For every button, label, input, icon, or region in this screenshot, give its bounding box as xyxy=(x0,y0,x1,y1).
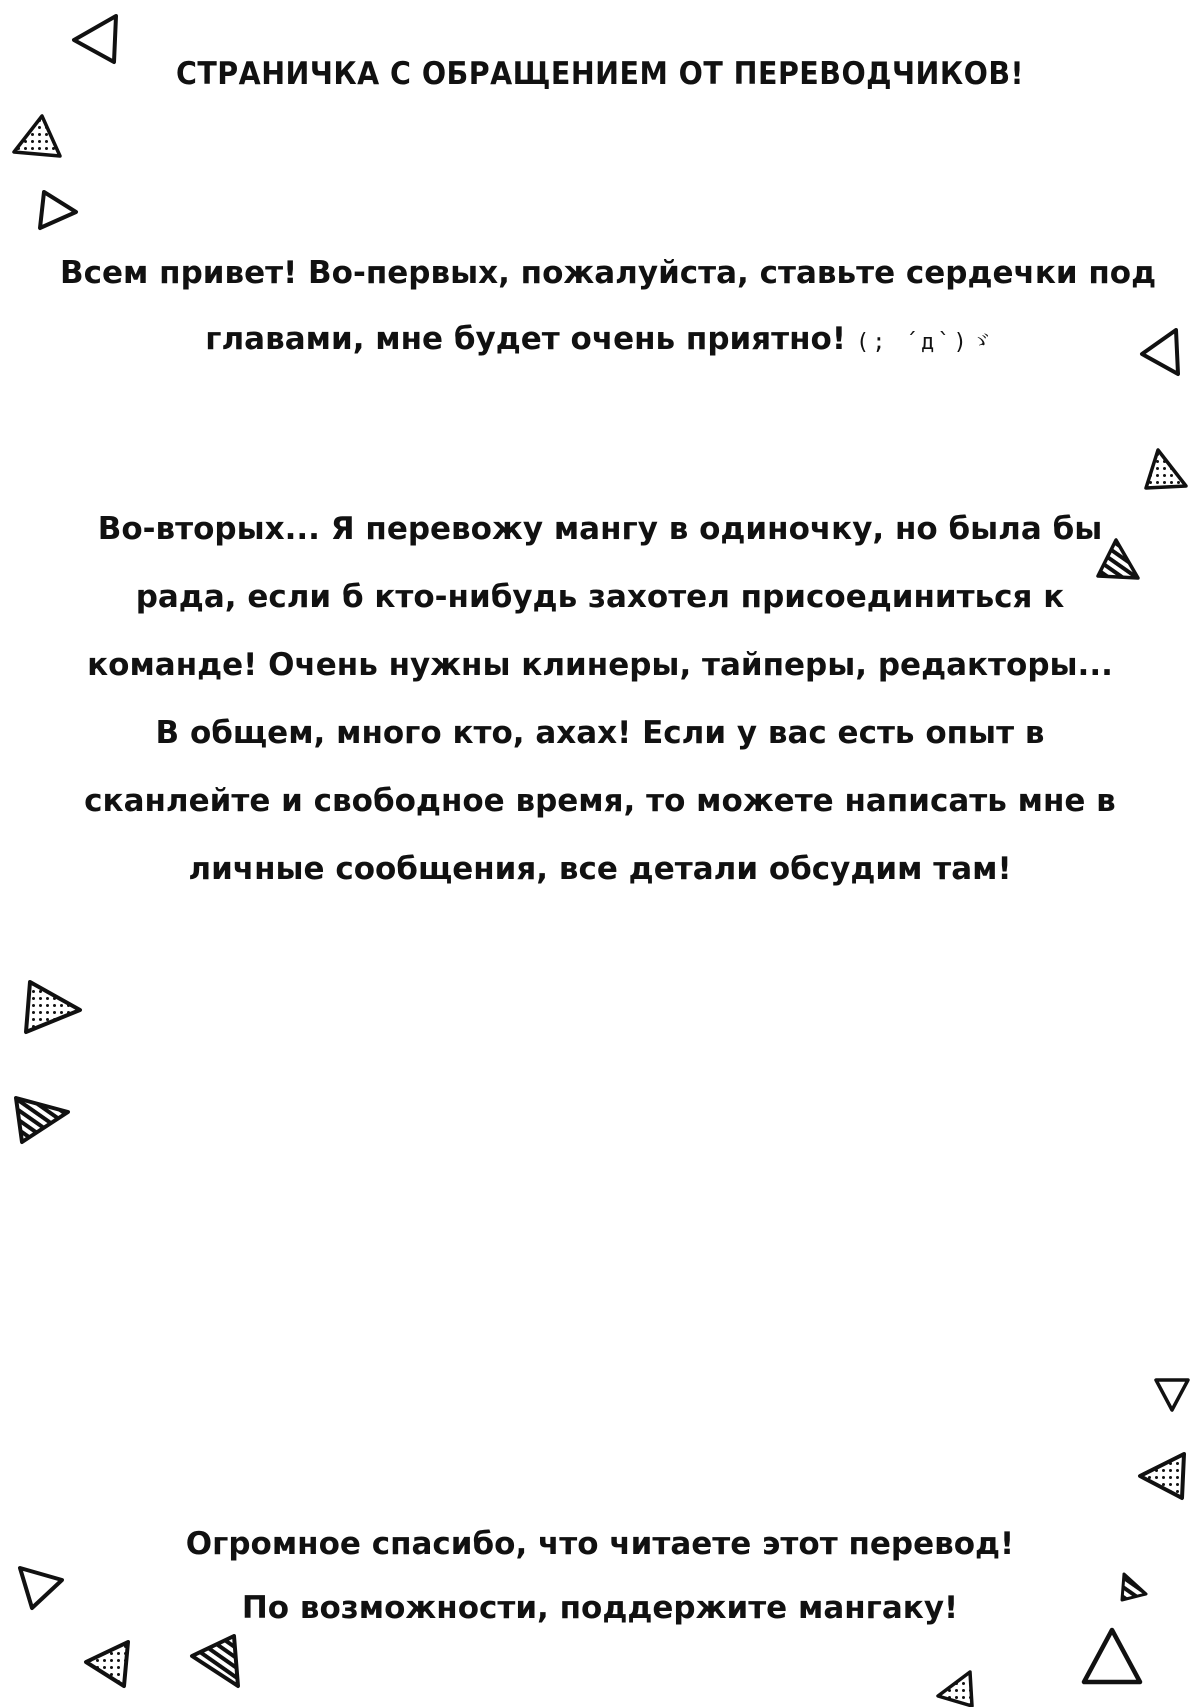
triangle-outline-icon xyxy=(1134,324,1184,380)
recruitment-line-1: Во-вторых... Я перевожу мангу в одиночку, но была бы xyxy=(97,511,1103,547)
triangle-outline-icon xyxy=(66,10,122,66)
emoticon: (; ´д`)ゞ xyxy=(856,330,995,355)
triangle-striped-icon xyxy=(10,1092,74,1148)
triangle-dotted-icon xyxy=(80,1636,136,1692)
triangle-outline-icon xyxy=(34,186,82,234)
recruitment-paragraph xyxy=(60,495,1140,903)
recruitment-line-2: рада, если б кто-нибудь захотел присоединиться к xyxy=(135,579,1065,615)
greeting-paragraph xyxy=(60,240,1157,376)
triangle-striped-icon xyxy=(186,1630,250,1692)
greeting-line-1: Всем привет! Во-первых, пожалуйста, ставьте сердечки под xyxy=(60,255,1157,291)
recruitment-line-3: команде! Очень нужны клинеры, тайперы, редакторы... xyxy=(87,647,1113,683)
triangle-outline-icon xyxy=(1150,1374,1194,1416)
thanks-line-2: По возможности, поддержите мангаку! xyxy=(241,1590,959,1626)
triangle-dotted-icon xyxy=(1132,1446,1190,1504)
triangle-dotted-icon xyxy=(932,1666,976,1707)
page-title: СТРАНИЧКА С ОБРАЩЕНИЕМ ОТ ПЕРЕВОДЧИКОВ! xyxy=(175,56,1025,92)
recruitment-line-4: В общем, много кто, ахах! Если у вас есть опыт в xyxy=(155,715,1045,751)
recruitment-line-5: сканлейте и свободное время, то можете написать мне в xyxy=(84,783,1116,819)
thanks-line-1: Огромное спасибо, что читаете этот перевод! xyxy=(185,1526,1015,1562)
thanks-paragraph xyxy=(60,1512,1140,1640)
triangle-striped-icon xyxy=(1116,1570,1152,1606)
triangle-dotted-icon xyxy=(1140,444,1190,494)
triangle-dotted-icon xyxy=(16,974,86,1040)
triangle-outline-icon xyxy=(14,1560,70,1616)
triangle-outline-icon xyxy=(1078,1624,1146,1690)
greeting-line-2-text: главами, мне будет очень приятно! xyxy=(205,321,846,357)
recruitment-line-6: личные сообщения, все детали обсудим там! xyxy=(188,851,1012,887)
triangle-dotted-icon xyxy=(8,110,64,162)
triangle-striped-icon xyxy=(1092,534,1144,586)
greeting-line-2 xyxy=(60,306,1140,376)
